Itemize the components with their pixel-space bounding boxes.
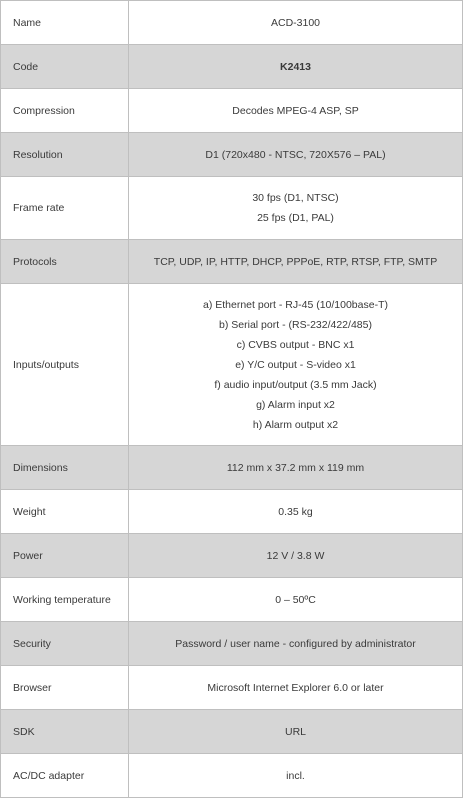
spec-value	[129, 666, 463, 710]
spec-value-line: TCP, UDP, IP, HTTP, DHCP, PPPoE, RTP, RTSP, FTP, SMTP	[153, 255, 438, 268]
spec-value	[129, 284, 463, 446]
spec-row-frame-rate	[1, 177, 463, 240]
spec-value	[129, 177, 463, 240]
spec-label: AC/DC adapter	[1, 754, 129, 798]
spec-value-line: c) CVBS output - BNC x1	[236, 338, 355, 351]
spec-label: Protocols	[1, 240, 129, 284]
spec-label: Dimensions	[1, 446, 129, 490]
spec-value-line: Password / user name - configured by administrator	[175, 637, 416, 650]
spec-row-resolution	[1, 133, 463, 177]
spec-value-line: K2413	[280, 60, 311, 73]
spec-row-protocols	[1, 240, 463, 284]
spec-value	[129, 622, 463, 666]
spec-label: Weight	[1, 490, 129, 534]
spec-label: Compression	[1, 89, 129, 133]
spec-value-line: h) Alarm output x2	[252, 418, 339, 431]
spec-value-line: ACD-3100	[270, 16, 321, 29]
spec-row-security	[1, 622, 463, 666]
spec-row-working-temperature	[1, 578, 463, 622]
spec-value-line: g) Alarm input x2	[256, 398, 335, 411]
spec-label: Security	[1, 622, 129, 666]
spec-value-line: Decodes MPEG-4 ASP, SP	[232, 104, 359, 117]
spec-value-line: 30 fps (D1, NTSC)	[252, 192, 339, 204]
spec-label: Frame rate	[1, 177, 129, 240]
spec-label: SDK	[1, 710, 129, 754]
spec-row-dimensions	[1, 446, 463, 490]
spec-row-compression	[1, 89, 463, 133]
spec-label: Working temperature	[1, 578, 129, 622]
spec-value-line: e) Y/C output - S-video x1	[235, 358, 356, 371]
spec-row-browser	[1, 666, 463, 710]
spec-value-line: a) Ethernet port - RJ-45 (10/100base-T)	[202, 298, 388, 311]
spec-value	[129, 133, 463, 177]
spec-value-line: 25 fps (D1, PAL)	[257, 212, 334, 224]
spec-value	[129, 578, 463, 622]
spec-value	[129, 710, 463, 754]
spec-value	[129, 754, 463, 798]
spec-value-line: D1 (720x480 - NTSC, 720X576 – PAL)	[205, 148, 386, 161]
spec-row-inputs-outputs	[1, 284, 463, 446]
spec-value	[129, 45, 463, 89]
spec-row-weight	[1, 490, 463, 534]
spec-value-line: 12 V / 3.8 W	[266, 549, 325, 562]
spec-value	[129, 490, 463, 534]
spec-label: Browser	[1, 666, 129, 710]
spec-value	[129, 89, 463, 133]
spec-value-line: Microsoft Internet Explorer 6.0 or later	[207, 681, 384, 694]
spec-value	[129, 446, 463, 490]
spec-value-line: f) audio input/output (3.5 mm Jack)	[214, 378, 377, 391]
spec-value-line: 0.35 kg	[278, 505, 313, 518]
spec-label: Name	[1, 1, 129, 45]
spec-label: Inputs/outputs	[1, 284, 129, 446]
spec-value-line: 112 mm x 37.2 mm x 119 mm	[226, 461, 365, 474]
spec-value-link[interactable]: URL	[284, 725, 306, 738]
spec-value-line: 0 – 50ºC	[275, 593, 316, 606]
spec-value-line: incl.	[286, 769, 305, 782]
spec-label: Power	[1, 534, 129, 578]
spec-value	[129, 240, 463, 284]
spec-label: Code	[1, 45, 129, 89]
spec-value	[129, 1, 463, 45]
spec-row-sdk	[1, 710, 463, 754]
spec-value-line: b) Serial port - (RS-232/422/485)	[219, 318, 372, 331]
spec-row-ac-dc-adapter	[1, 754, 463, 798]
spec-row-code	[1, 45, 463, 89]
spec-label: Resolution	[1, 133, 129, 177]
spec-value	[129, 534, 463, 578]
spec-row-power	[1, 534, 463, 578]
spec-row-name	[1, 1, 463, 45]
